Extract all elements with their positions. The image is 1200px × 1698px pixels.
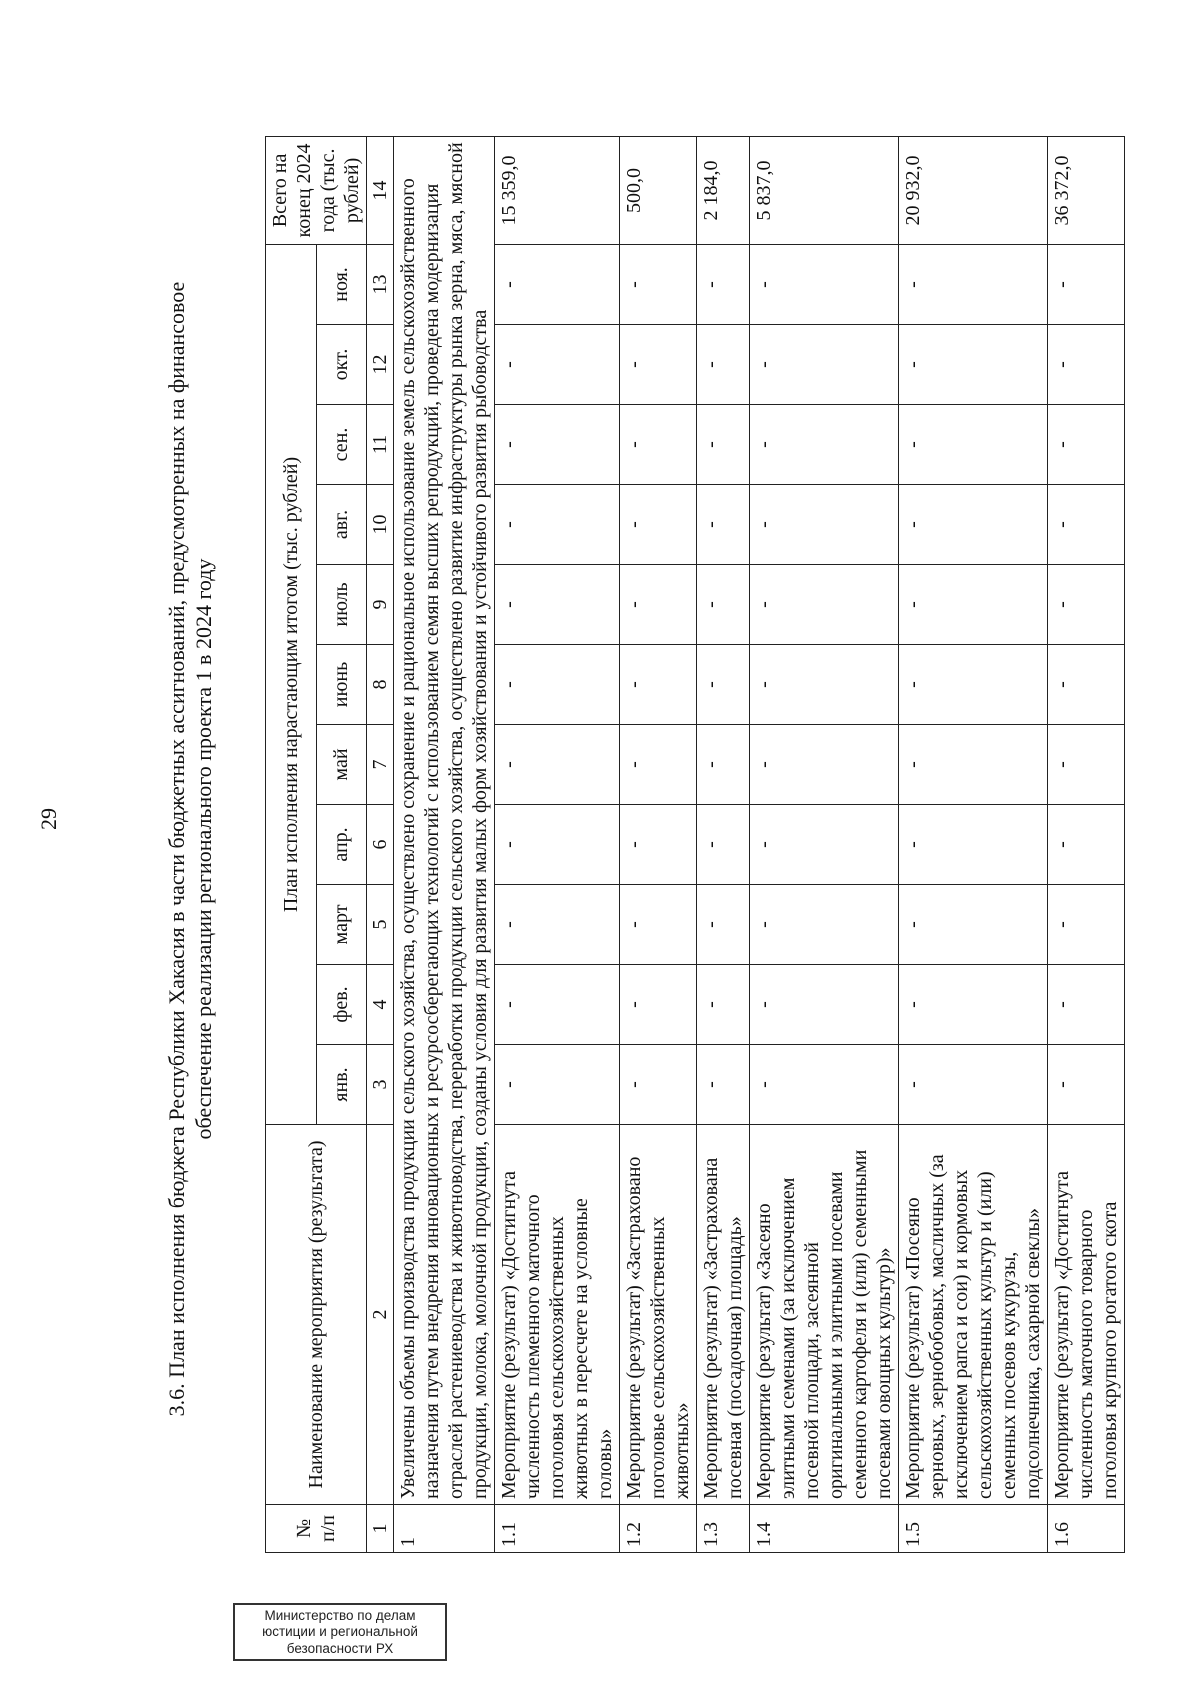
month-value: - <box>495 405 620 485</box>
section-row <box>394 136 495 1552</box>
column-number: 1 <box>367 1505 394 1553</box>
month-value: - <box>1048 1045 1125 1125</box>
month-value: - <box>697 645 750 725</box>
row-name: Мероприятие (результат) «Застрахована посевная (посадочная) площадь» <box>697 1125 750 1505</box>
month-value: - <box>495 645 620 725</box>
column-number: 13 <box>367 244 394 324</box>
title-line-1: 3.6. План исполнения бюджета Республики Хакасия в части бюджетных ассигнований, предусмотренных на финансовое <box>164 281 189 1417</box>
column-number: 12 <box>367 325 394 405</box>
month-value: - <box>899 965 1048 1045</box>
month-value: - <box>1048 645 1125 725</box>
row-number: 1.5 <box>899 1505 1048 1553</box>
row-name: Мероприятие (результат) «Достигнута численность племенного маточного поголовья сельскохозяйственных животных в пересчете на условные головы» <box>495 1125 620 1505</box>
column-number: 2 <box>367 1125 394 1505</box>
stamp-line-2: юстиции и региональной <box>262 1624 418 1640</box>
month-header: май <box>316 725 367 805</box>
column-number: 10 <box>367 485 394 565</box>
table-body <box>367 136 1125 1552</box>
title-line-2: обеспечение реализации регионального проекта 1 в 2024 году <box>191 558 216 1140</box>
row-number: 1.1 <box>495 1505 620 1553</box>
month-value: - <box>495 885 620 965</box>
row-total: 500,0 <box>620 136 697 244</box>
month-value: - <box>495 805 620 885</box>
month-value: - <box>750 725 899 805</box>
month-value: - <box>495 565 620 645</box>
month-value: - <box>620 805 697 885</box>
month-value: - <box>899 325 1048 405</box>
stamp-line-3: безопасности РХ <box>286 1640 394 1656</box>
month-value: - <box>1048 805 1125 885</box>
month-value: - <box>750 485 899 565</box>
month-value: - <box>899 725 1048 805</box>
header-total: Всего на конец 2024 года (тыс. рублей) <box>266 136 367 244</box>
month-value: - <box>899 485 1048 565</box>
table-row <box>495 136 620 1552</box>
table-row <box>620 136 697 1552</box>
month-value: - <box>899 805 1048 885</box>
month-header: ноя. <box>316 244 367 324</box>
section-text: Увеличены объемы производства продукции сельского хозяйства, осуществлено сохранение и рациональное использование земель сельскохозяйственного назначения путем внедрения инновационных и ресурсосберегающих технологий с использованием семян высших репродукций, проведена модернизация отраслей растениеводства и животноводства, переработки продукции сельского хозяйства, осуществлено развитие инфраструктуры рынка зерна, мяса, мясной продукции, молока, молочной продукции, созданы условия для развития малых форм хозяйствования и устойчивого развития рыбоводства <box>394 136 495 1504</box>
month-value: - <box>620 244 697 324</box>
month-header: янв. <box>316 1045 367 1125</box>
month-value: - <box>1048 405 1125 485</box>
month-value: - <box>1048 325 1125 405</box>
month-value: - <box>495 1045 620 1125</box>
month-value: - <box>697 805 750 885</box>
month-value: - <box>697 885 750 965</box>
row-total: 15 359,0 <box>495 136 620 244</box>
month-header: авг. <box>316 485 367 565</box>
column-number: 9 <box>367 565 394 645</box>
row-name: Мероприятие (результат) «Посеяно зерновых, зернобобовых, масличных (за исключением рапса и сои) и кормовых сельскохозяйственных культур и (или) семенных посевов кукурузы, подсолнечника, сахарной свеклы» <box>899 1125 1048 1505</box>
month-value: - <box>620 565 697 645</box>
column-number: 14 <box>367 136 394 244</box>
month-header: фев. <box>316 965 367 1045</box>
month-value: - <box>1048 965 1125 1045</box>
month-value: - <box>750 965 899 1045</box>
row-number: 1.3 <box>697 1505 750 1553</box>
column-number: 8 <box>367 645 394 725</box>
month-value: - <box>620 485 697 565</box>
month-value: - <box>899 565 1048 645</box>
month-value: - <box>697 565 750 645</box>
month-value: - <box>697 244 750 324</box>
month-value: - <box>1048 885 1125 965</box>
row-number: 1.2 <box>620 1505 697 1553</box>
column-number: 5 <box>367 885 394 965</box>
column-number: 7 <box>367 725 394 805</box>
month-value: - <box>620 725 697 805</box>
month-value: - <box>899 645 1048 725</box>
month-value: - <box>495 325 620 405</box>
row-total: 2 184,0 <box>697 136 750 244</box>
month-value: - <box>495 485 620 565</box>
month-value: - <box>620 965 697 1045</box>
month-value: - <box>620 325 697 405</box>
budget-plan-table <box>265 136 1125 1553</box>
month-header: июнь <box>316 645 367 725</box>
month-value: - <box>1048 565 1125 645</box>
column-number-row <box>367 136 394 1552</box>
page-number: 29 <box>36 808 61 830</box>
month-value: - <box>899 244 1048 324</box>
month-header: сен. <box>316 405 367 485</box>
column-number: 6 <box>367 805 394 885</box>
section-number: 1 <box>394 1505 495 1553</box>
document-title <box>163 0 217 1698</box>
month-value: - <box>899 405 1048 485</box>
month-value: - <box>750 645 899 725</box>
row-name: Мероприятие (результат) «Застраховано поголовье сельскохозяйственных животных» <box>620 1125 697 1505</box>
row-number: 1.6 <box>1048 1505 1125 1553</box>
month-value: - <box>899 885 1048 965</box>
month-value: - <box>750 325 899 405</box>
month-value: - <box>1048 725 1125 805</box>
month-value: - <box>620 1045 697 1125</box>
table-row <box>697 136 750 1552</box>
month-value: - <box>750 244 899 324</box>
month-header: март <box>316 885 367 965</box>
month-value: - <box>899 1045 1048 1125</box>
header-name: Наименование мероприятия (результата) <box>266 1125 367 1505</box>
month-value: - <box>750 885 899 965</box>
row-name: Мероприятие (результат) «Достигнута численность маточного товарного поголовья крупного рогатого скота <box>1048 1125 1125 1505</box>
month-value: - <box>495 965 620 1045</box>
month-value: - <box>697 725 750 805</box>
row-name: Мероприятие (результат) «Засеяно элитными семенами (за исключением посевной площади, засеянной оригинальными и элитными посевами семенного картофеля и (или) семенными посевами овощных культур)» <box>750 1125 899 1505</box>
month-value: - <box>750 405 899 485</box>
table-row <box>750 136 899 1552</box>
column-number: 4 <box>367 965 394 1045</box>
month-header: окт. <box>316 325 367 405</box>
month-value: - <box>697 325 750 405</box>
column-number: 11 <box>367 405 394 485</box>
header-number: № п/п <box>266 1505 367 1553</box>
month-value: - <box>750 805 899 885</box>
stamp-line-1: Министерство по делам <box>264 1608 416 1623</box>
column-number: 3 <box>367 1045 394 1125</box>
row-total: 36 372,0 <box>1048 136 1125 244</box>
month-header: апр. <box>316 805 367 885</box>
table-row <box>899 136 1048 1552</box>
row-total: 5 837,0 <box>750 136 899 244</box>
month-value: - <box>495 244 620 324</box>
header-plan: План исполнения нарастающим итогом (тыс. рублей) <box>266 244 317 1124</box>
month-value: - <box>620 405 697 485</box>
month-value: - <box>750 1045 899 1125</box>
table-row <box>1048 136 1125 1552</box>
month-value: - <box>1048 244 1125 324</box>
month-value: - <box>620 645 697 725</box>
month-value: - <box>750 565 899 645</box>
month-value: - <box>697 405 750 485</box>
month-value: - <box>697 1045 750 1125</box>
row-total: 20 932,0 <box>899 136 1048 244</box>
month-value: - <box>620 885 697 965</box>
row-number: 1.4 <box>750 1505 899 1553</box>
month-value: - <box>697 965 750 1045</box>
month-value: - <box>495 725 620 805</box>
month-value: - <box>697 485 750 565</box>
month-header: июль <box>316 565 367 645</box>
month-value: - <box>1048 485 1125 565</box>
